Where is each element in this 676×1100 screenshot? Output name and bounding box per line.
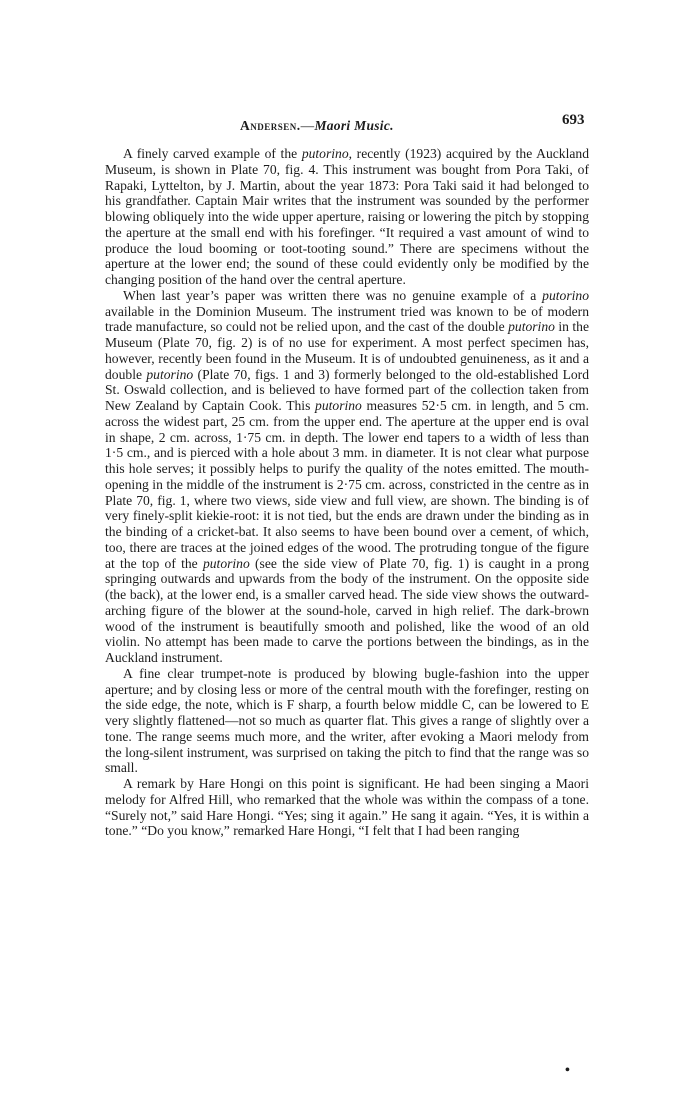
italic-term: putorino [315,398,362,413]
paragraph-1 [105,146,589,288]
body-text [105,146,589,839]
text-run: , recently (1923) acquired by the Auckland Museum, is shown in Plate 70, fig. 4. This instrument was bought from Pora Taki, of Rapaki, Lyttelton, by J. Martin, about the year 1873: Pora Taki said it had belonged to his grandfather. Captain Mair writes that the instrument was sounded by the performer blowing obliquely into the wide upper aperture, raising or lowering the pitch by stopping the aperture at the small end with his forefinger. “It required a vast amount of wind to produce the loud booming or toot-tooting sound.” There are specimens without the aperture at the lower end; the sound of these could evidently only be modified by the changing position of the hand over the central aperture. [105,146,589,287]
footer-mark: • [565,1063,570,1078]
italic-term: putorino [301,146,349,161]
text-run: A finely carved example of the [123,146,302,161]
text-run: When last year’s paper was written there was no genuine example of a [123,287,543,303]
italic-term: putorino [508,319,555,335]
article-title: Maori Music. [314,118,394,133]
paragraph-3 [105,666,589,776]
text-run: (see the side view of Plate 70, fig. 1) is caught in a prong springing outwards and upwards from the body of the instrument. On the opposite side (the back), at the lower end, is a smaller carved head. The side view shows the outward-arching figure of the blower at the sound-hole, carved in high relief. The dark-brown wood of the instrument is beautifully smooth and polished, like the wood of an old violin. No attempt has been made to carve the portions between the bindings, as in the Auckland instrument. [105,555,589,665]
text-run: available in the Dominion Museum. The instrument tried was known to be of modern trade manufacture, so could not be relied upon, and the cast of the double [105,303,589,335]
running-title [240,118,394,134]
title-separator: — [300,118,315,133]
text-run: in the Museum (Plate 70, fig. 2) is of no use for experiment. A most perfect specimen has, however, recently been found in the Museum. It is of undoubted genuineness, as it and a double [105,319,589,382]
text-run: (Plate 70, figs. 1 and 3) formerly belonged to the old-established Lord St. Oswald collection, and is believed to have formed part of the collection taken from New Zealand by Captain Cook. This [105,366,589,413]
running-head [0,112,676,136]
italic-term: putorino [202,555,250,571]
text-run: measures 52·5 cm. in length, and 5 cm. across the widest part, 25 cm. from the upper end. The aperture at the upper end is oval in shape, 2 cm. across, 1·75 cm. in depth. The lower end tapers to a width of less than 1·5 cm., and is pierced with a hole about 3 mm. in diameter. It is not clear what purpose this hole serves; it possibly helps to purify the quality of the notes emitted. The mouth-opening in the middle of the instrument is 2·75 cm. across, constricted in the centre as in Plate 70, fig. 1, where two views, side view and full view, are shown. The binding is of very finely-split kiekie-root: it is not tied, but the ends are drawn under the binding as in the binding of a cricket-bat. It also seems to have been bound over a cement, of which, too, there are traces at the joined edges of the wood. The protruding tongue of the figure at the top of the [105,398,589,571]
paragraph-2 [105,288,589,666]
italic-term: putorino [542,287,589,303]
text-run: A fine clear trumpet-note is produced by blowing bugle-fashion into the upper aperture; and by closing less or more of the central mouth with the forefinger, resting on the side edge, the note, which is F sharp, a fourth below middle C, can be lowered to E very slightly flattened—not so much as quarter flat. This gives a range of slightly over a tone. The range seems much more, and the writer, after evoking a Maori melody from the long-silent instrument, was surprised on taking the pitch to find that the range was so small. [105,665,589,776]
author-name: Andersen. [240,118,301,133]
paragraph-4 [105,776,589,839]
page-number: 693 [562,112,585,128]
text-run: A remark by Hare Hongi on this point is significant. He had been singing a Maori melody for Alfred Hill, who remarked that the whole was within the compass of a tone. “Surely not,” said Hare Hongi. “Yes; sing it again.” He sang it again. “Yes, it is within a tone.” “Do you know,” remarked Hare Hongi, “I felt that I had been ranging [105,776,589,839]
italic-term: putorino [146,366,194,382]
